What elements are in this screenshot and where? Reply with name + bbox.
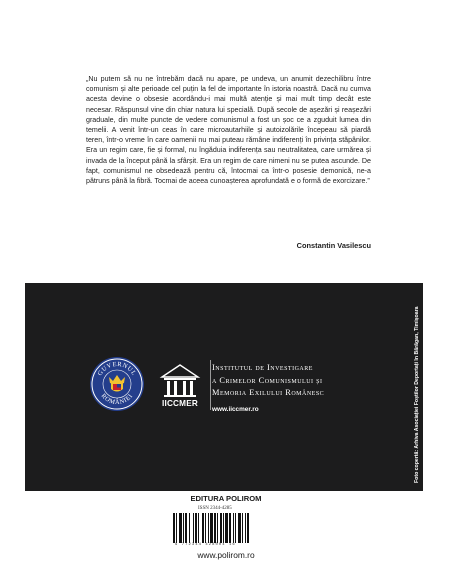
photo-credit: Foto copertă: Arhiva Asociației Foștilor Deportați în Bărăgan, Timișoara <box>414 306 420 483</box>
romanian-government-seal-icon <box>89 356 145 412</box>
institute-line-1: Institutul de Investigare <box>212 363 313 372</box>
logo-divider <box>210 360 211 410</box>
issn-label: ISSN 2344-4285 <box>198 506 232 511</box>
institute-line-3: Memoria Exilului Românesc <box>212 388 325 397</box>
institute-line-2: a Crimelor Comunismului și <box>212 375 323 385</box>
iiccmer-acronym: IICCMER <box>162 399 198 408</box>
institute-url[interactable]: www.iiccmer.ro <box>212 406 259 413</box>
seal-top-text: GUVERNUL <box>96 360 138 378</box>
publisher-name: EDITURA POLIROM <box>190 494 262 503</box>
quote-author: Constantin Vasilescu <box>296 241 371 250</box>
seal-bottom-text: ROMÂNIEI <box>99 392 135 407</box>
publisher-website[interactable]: www.polirom.ro <box>197 550 255 560</box>
back-cover-quote: „Nu putem să nu ne întrebăm dacă nu apare, pe undeva, un anumit dezechilibru între comunism și alte perioade cel puțin la fel de importante în istoria noastră. Dacă nu cumva acesta devine o obsesie acordându-i mai multă atenție și mai mult timp decât este necesar. Răspunsul vine din chiar natura lui specială. După secole de așezări și reașezări graduale, din multe puncte de vedere comunismul a fost un șoc ce a zguduit lumea din temelii. A venit într-un ceas în care microautarhiile și autoizolările începeau să piardă teren, într-o vreme în care oamenii nu mai puteau rămâne indiferenți în privința stăpânilor. Era un regim care, fie și formal, nu îngăduia indiferența sau neutralitatea, care urmărea și invada de la început până la sfârșit. Era un regim de care nimeni nu se putea ascunde. De fapt, comunismul ne obsedează pentru că, întocmai ca într-o posesie demonică, ne-a pătruns până la fibră. Tocmai de aceea cunoașterea aprofundată e o formă de exorcizare.” <box>86 75 371 186</box>
institute-name <box>212 362 362 400</box>
barcode-digits: 9 772344 428004 16 <box>175 543 236 547</box>
barcode-icon <box>172 513 277 543</box>
